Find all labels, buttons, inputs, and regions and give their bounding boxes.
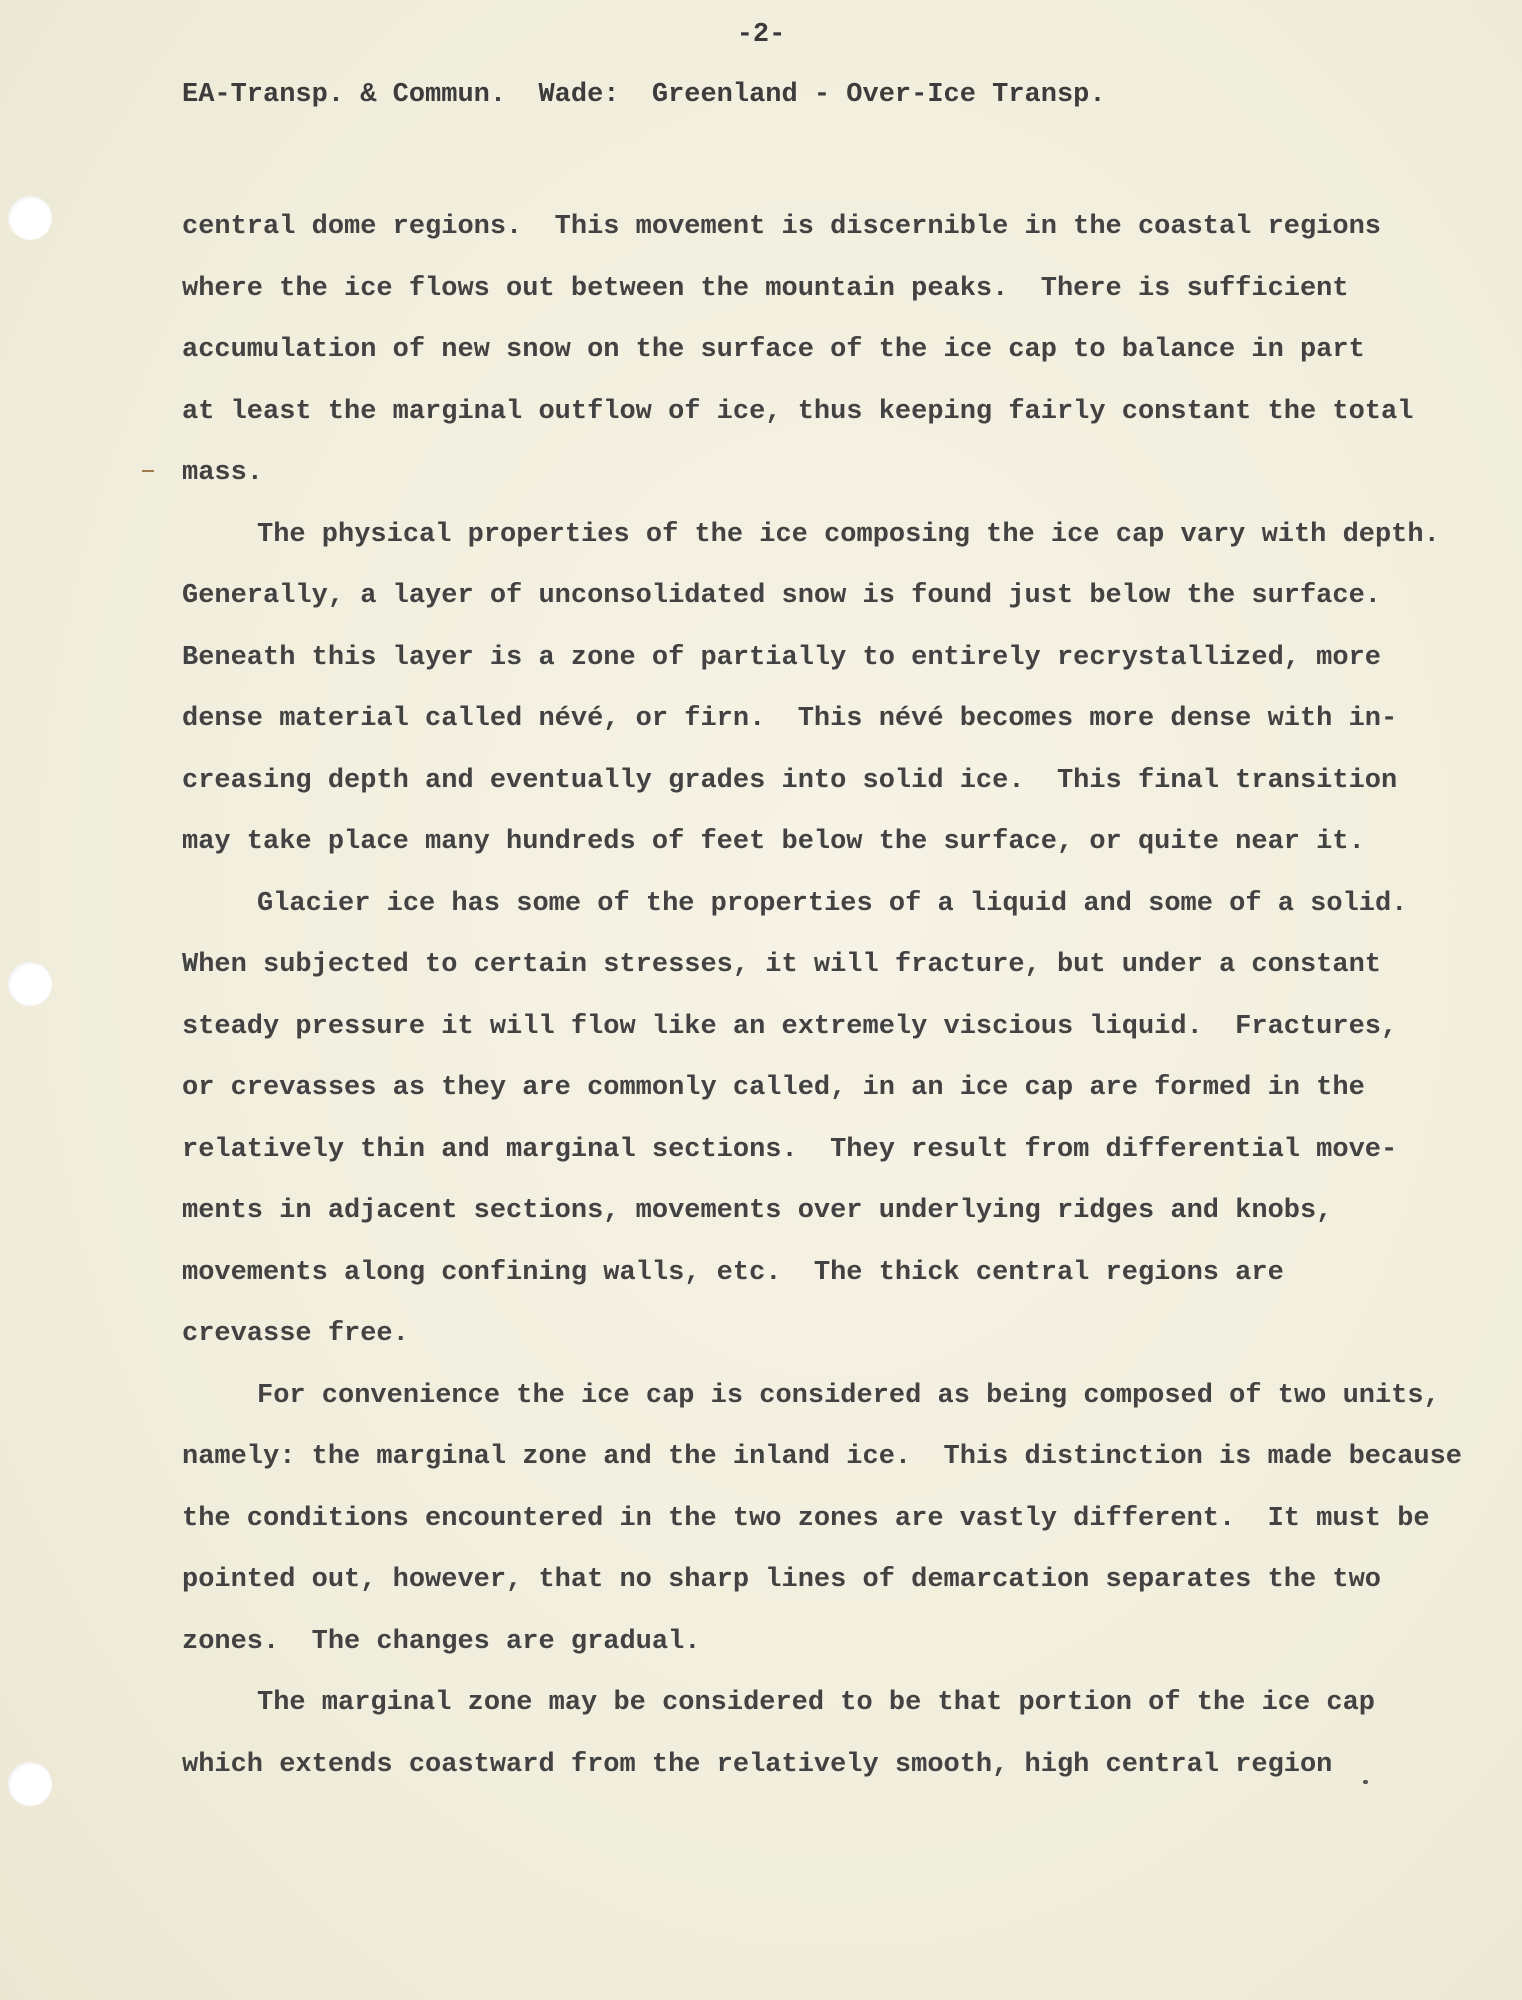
text-line: steady pressure it will flow like an extremely viscious liquid. Fractures, [182, 1011, 1398, 1042]
text-line: or crevasses as they are commonly called, in an ice cap are formed in the [182, 1073, 1365, 1103]
margin-mark [142, 470, 154, 472]
text-line: central dome regions. This movement is discernible in the coastal regions [182, 212, 1381, 242]
text-line: accumulation of new snow on the surface of the ice cap to balance in part [182, 335, 1365, 365]
text-line: movements along confining walls, etc. The thick central regions are [182, 1257, 1284, 1288]
page-number: -2- [736, 20, 786, 50]
text-line: pointed out, however, that no sharp lines of demarcation separates the two [182, 1565, 1381, 1595]
text-line: The marginal zone may be considered to be that portion of the ice cap [257, 1688, 1375, 1718]
text-line: For convenience the ice cap is considered as being composed of two units, [257, 1380, 1440, 1411]
text-line: The physical properties of the ice composing the ice cap vary with depth. [257, 519, 1440, 550]
text-line: where the ice flows out between the mountain peaks. There is sufficient [182, 273, 1349, 304]
text-line: Beneath this layer is a zone of partially to entirely recrystallized, more [182, 642, 1381, 673]
text-line: mass. [182, 458, 264, 488]
punch-hole-bottom [8, 1762, 52, 1806]
text-line: Glacier ice has some of the properties of a liquid and some of a solid. [257, 888, 1408, 919]
text-line: When subjected to certain stresses, it will fracture, but under a constant [182, 950, 1381, 980]
document-header: EA-Transp. & Commun. Wade: Greenland - Over-Ice Transp. [182, 80, 1106, 110]
text-line: dense material called névé, or firn. This névé becomes more dense with in- [182, 704, 1398, 734]
text-line: relatively thin and marginal sections. They result from differential move- [182, 1134, 1398, 1165]
text-line: zones. The changes are gradual. [182, 1626, 701, 1657]
text-line: creasing depth and eventually grades into solid ice. This final transition [182, 765, 1398, 796]
text-line: the conditions encountered in the two zones are vastly different. It must be [182, 1503, 1430, 1534]
text-line: at least the marginal outflow of ice, thus keeping fairly constant the total [182, 396, 1414, 427]
text-line: ments in adjacent sections, movements over underlying ridges and knobs, [182, 1196, 1333, 1226]
text-line: which extends coastward from the relatively smooth, high central region [182, 1749, 1333, 1780]
punch-hole-middle [8, 962, 52, 1006]
text-line: Generally, a layer of unconsolidated snow is found just below the surface. [182, 581, 1381, 611]
text-line: crevasse free. [182, 1319, 409, 1349]
body-text [182, 197, 1463, 1796]
punch-hole-top [8, 196, 52, 240]
text-line: namely: the marginal zone and the inland ice. This distinction is made because [182, 1442, 1463, 1472]
text-line: may take place many hundreds of feet below the surface, or quite near it. [182, 827, 1365, 857]
